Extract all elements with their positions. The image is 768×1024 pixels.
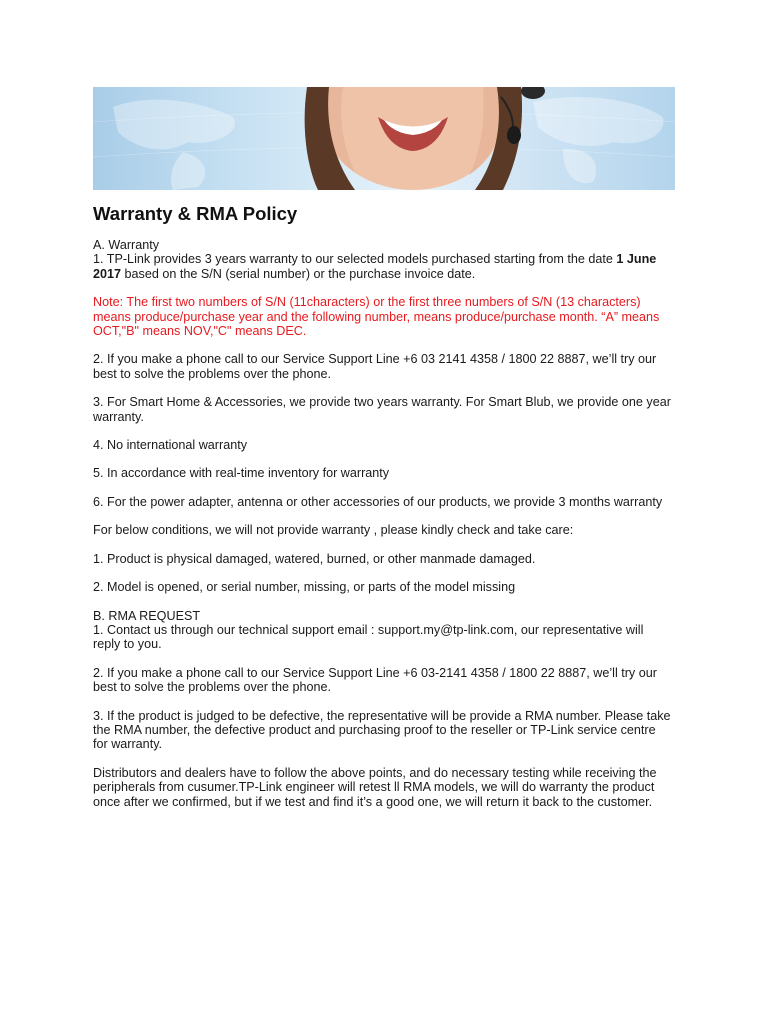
warranty-item-3: 3. For Smart Home & Accessories, we provide two years warranty. For Smart Blub, we provide one year warranty. xyxy=(93,395,671,424)
page-title: Warranty & RMA Policy xyxy=(93,203,298,224)
warranty-item-1 xyxy=(93,252,673,281)
conditions-intro: For below conditions, we will not provide warranty , please kindly check and take care: xyxy=(93,523,574,538)
header-banner-image xyxy=(93,87,675,190)
warranty-heading: A. Warranty xyxy=(93,238,160,252)
warranty-start-date: 1 June 2017 xyxy=(93,252,657,281)
serial-number-note: Note: The first two numbers of S/N (11characters) or the first three numbers of S/N (13 characters) means produce/purchase year and the following number, means produce/purchase month. “A” means OCT,"B" means NOV,"C" means DEC. xyxy=(93,295,660,339)
rma-heading: B. RMA REQUEST xyxy=(93,608,201,623)
policy-body xyxy=(93,238,673,823)
rma-closing: Distributors and dealers have to follow the above points, and do necessary testing while receiving the peripherals from cusumer.TP-Link engineer will retest ll RMA models, we will do warranty the product once after we confirmed, but if we test and find it’s a good one, we will return it back to the customer. xyxy=(93,765,657,809)
warranty-item-2: 2. If you make a phone call to our Service Support Line +6 03 2141 4358 / 1800 22 8887, we’ll try our best to solve the problems over the phone. xyxy=(93,352,657,381)
warranty-item-1-text: 1. TP-Link provides 3 years warranty to our selected models purchased starting from the date xyxy=(93,252,617,267)
warranty-item-6: 6. For the power adapter, antenna or other accessories of our products, we provide 3 months warranty xyxy=(93,494,663,509)
support-agent-illustration xyxy=(93,87,675,190)
condition-1: 1. Product is physical damaged, watered, burned, or other manmade damaged. xyxy=(93,551,536,566)
warranty-item-4: 4. No international warranty xyxy=(93,438,248,453)
rma-item-1: 1. Contact us through our technical support email : support.my@tp-link.com, our representative will reply to you. xyxy=(93,622,644,652)
condition-2: 2. Model is opened, or serial number, missing, or parts of the model missing xyxy=(93,580,516,595)
warranty-item-5: 5. In accordance with real-time inventory for warranty xyxy=(93,466,390,481)
rma-item-3: 3. If the product is judged to be defective, the representative will be provide a RMA number. Please take the RMA number, the defective product and purchasing proof to the reseller or TP-Link service centre for warranty. xyxy=(93,708,671,752)
rma-item-2: 2. If you make a phone call to our Service Support Line +6 03-2141 4358 / 1800 22 8887, we’ll try our best to solve the problems over the phone. xyxy=(93,665,657,695)
warranty-item-1-suffix: based on the S/N (serial number) or the purchase invoice date. xyxy=(121,266,476,281)
